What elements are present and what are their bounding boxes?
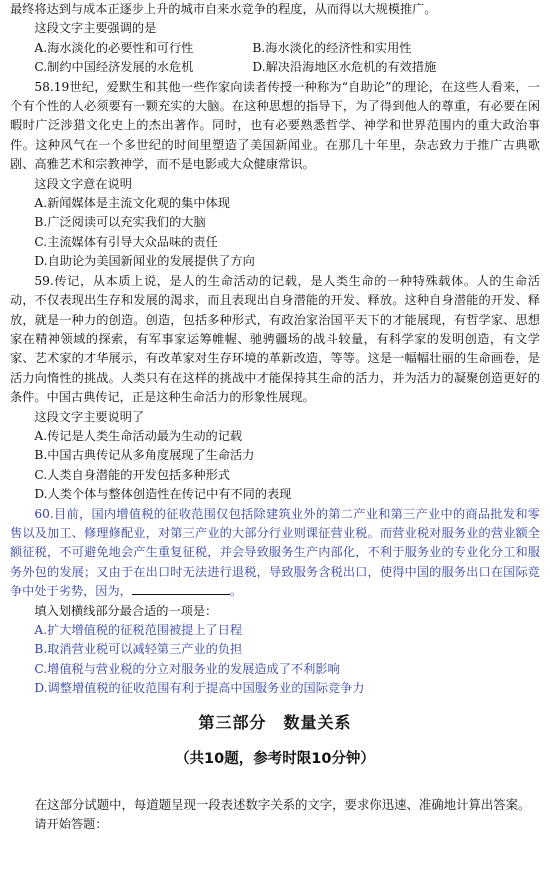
q57-stem: 这段文字主要强调的是 — [34, 21, 157, 36]
q60-option-c[interactable]: C.增值税与营业税的分立对服务业的发展造成了不利影响 — [34, 661, 340, 676]
q60-stem: 填入划横线部分最合适的一项是： — [34, 603, 218, 618]
q57-options-row-2 — [10, 58, 540, 77]
q59-option-b[interactable]: B.中国古典传记从多角度展现了生命活力 — [34, 448, 255, 463]
q58-option-a[interactable]: A.新闻媒体是主流文化观的集中体现 — [34, 196, 230, 211]
q59-stem: 这段文字主要说明了 — [34, 409, 145, 424]
q60-passage-end: 。 — [229, 584, 243, 599]
q60-option-b[interactable]: B.取消营业税可以减轻第三产业的负担 — [34, 642, 243, 657]
q57-option-a[interactable]: A.海水淡化的必要性和可行性 — [34, 40, 194, 55]
q60-answer-blank — [132, 582, 230, 595]
q58-option-c[interactable]: C.主流媒体有引导大众品味的责任 — [34, 234, 218, 249]
q57-passage-tail: 最终将达到与成本正逐步上升的城市自来水竞争的程度，从而得以大规模推广。 — [10, 2, 437, 16]
q59-option-c[interactable]: C.人类自身潜能的开发包括多种形式 — [34, 467, 230, 482]
q59-passage: 59.传记，从本质上说，是人的生命活动的记载，是人类生命的一种特殊载体。人的生命活动，不仅表现出生存和发展的渴求，而且表现出自身潜能的开发、释放。这种自身潜能的开发、释放，就是一种力的创造。创造，包括多种形式，有政治家治国平天下的才能展现，有哲学家、思想家在精神领域的探索，有军事家运筹帷幄、驰骋疆场的战斗较量，有科学家的发明创造，有文学家、艺术家的才华展示，有改革家对生存环境的革新改造，等等。这是一幅幅壮丽的生命画卷，是活力向惰性的挑战。人类只有在这样的挑战中才能保持其生命的活力，并为活力的凝聚创造更好的条件。中国古典传记，正是这种生命活力的形象性展现。 — [10, 273, 540, 405]
q60-option-a[interactable]: A.扩大增值税的征税范围被提上了日程 — [34, 623, 243, 637]
q59-option-d[interactable]: D.人类个体与整体创造性在传记中有不同的表现 — [34, 487, 292, 502]
q58-passage: 58.19世纪，爱默生和其他一些作家向读者传授一种称为“自助论”的理论，在这些人看来，一个有个性的人必须要有一颗充实的大脑。在这种思想的指导下，为了得到他人的尊重，有必要在闲暇时广泛涉猎文化史上的杰出著作。同时，也有必要熟悉哲学、神学和世界范围内的重大政治事件。这种风气在一个多世纪的时间里塑造了美国新闻业。在那几十年里，杂志致力于推广古典歌剧、高雅艺术和宗教神学，而不是电影或大众健康常识。 — [10, 79, 540, 172]
section-title: 第三部分 数量关系 — [198, 712, 352, 732]
q57-option-c[interactable]: C.制约中国经济发展的水危机 — [34, 60, 194, 75]
q58-option-d[interactable]: D.自助论为美国新闻业的发展提供了方向 — [34, 254, 255, 269]
q60-passage — [10, 505, 540, 602]
section-intro: 在这部分试题中，每道题呈现一段表述数字关系的文字，要求你迅速、准确地计算出答案。 — [34, 797, 531, 813]
start-prompt: 请开始答题： — [34, 816, 108, 831]
q60-option-d[interactable]: D.调整增值税的征收范围有利于提高中国服务业的国际竞争力 — [34, 681, 365, 696]
q57-options-row-1 — [10, 39, 540, 58]
q57-option-d[interactable]: D.解决沿海地区水危机的有效措施 — [252, 60, 437, 75]
q59-option-a[interactable]: A.传记是人类生命活动最为生动的记载 — [34, 428, 243, 443]
section-subtitle: （共10题，参考时限10分钟） — [175, 751, 375, 768]
q58-stem: 这段文字意在说明 — [34, 176, 132, 191]
q58-option-b[interactable]: B.广泛阅读可以充实我们的大脑 — [34, 215, 206, 230]
q57-option-b[interactable]: B.海水淡化的经济性和实用性 — [252, 40, 412, 55]
q60-passage-text: 60.目前，国内增值税的征收范围仅包括除建筑业外的第二产业和第三产业中的商品批发和零售以及加工、修理修配业，对第三产业的大部分行业则课征营业税。而营业税对服务业的营业额全额征税，不可避免地会产生重复征税，并会导致服务生产内部化，不利于服务业的专业化分工和服务外包的发展；又由于在出口时无法进行退税，导致服务含税出口，使得中国的服务出口在国际竞争中处于劣势，因为， — [10, 506, 540, 599]
